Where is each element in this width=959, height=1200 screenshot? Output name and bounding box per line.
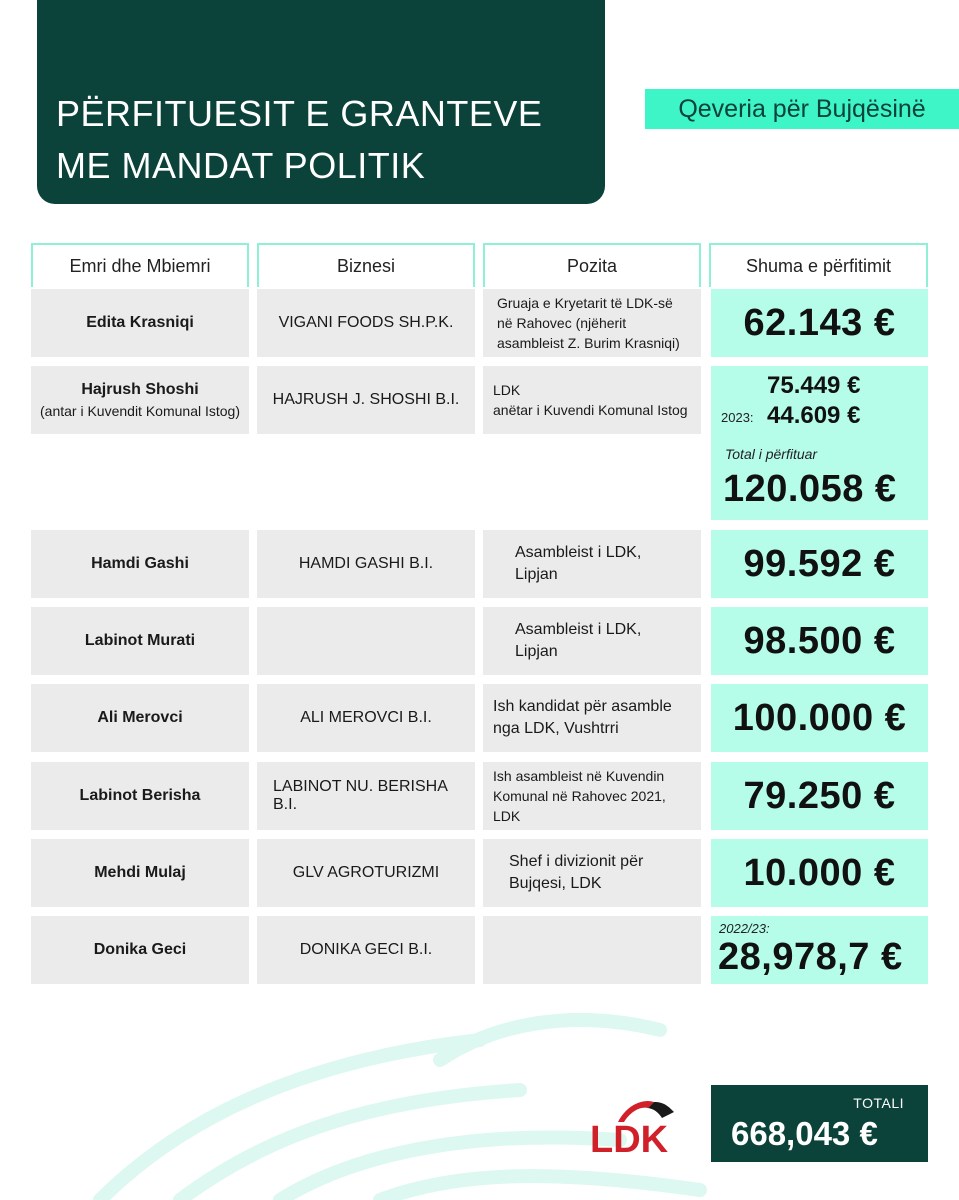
table-row-name [31, 366, 249, 434]
table-row-business: LABINOT NU. BERISHA B.I. [257, 762, 475, 830]
amount-value: 79.250 € [743, 774, 896, 817]
column-header-business: Biznesi [257, 243, 475, 287]
total-box [711, 1085, 928, 1162]
amount-value-1: 75.449 € [767, 372, 861, 399]
table-row-business: HAMDI GASHI B.I. [257, 530, 475, 598]
table-row-business: VIGANI FOODS SH.P.K. [257, 289, 475, 357]
table-row-name [31, 684, 249, 752]
position-line: Asambleist i LDK, [515, 544, 642, 561]
name-text: Hamdi Gashi [91, 555, 189, 572]
table-row-amount [711, 530, 928, 598]
amount-value: 99.592 € [743, 542, 896, 585]
table-row-position [483, 762, 701, 830]
position-line: Asambleist i LDK, [515, 621, 642, 638]
name-text: Labinot Berisha [79, 787, 201, 804]
position-line: në Rahovec (njëherit [497, 315, 627, 331]
amount-value: 28,978,7 € [718, 936, 903, 978]
amount-value: 10.000 € [743, 851, 896, 894]
total-received-label: Total i përfituar [725, 446, 818, 462]
table-row-business: DONIKA GECI B.I. [257, 916, 475, 984]
amount-value-total: 120.058 € [723, 468, 897, 510]
amount-value-2: 44.609 € [767, 402, 861, 429]
table-row-amount [711, 366, 928, 520]
year-label: 2023: [721, 410, 754, 425]
government-tag: Qeveria për Bujqësinë [645, 89, 959, 129]
table-row-position-empty [483, 916, 701, 984]
table-row-position [483, 289, 701, 357]
name-text: Ali Merovci [97, 709, 183, 726]
name-text: Hajrush Shoshi [81, 381, 199, 398]
position-line: Bujqesi, LDK [509, 875, 602, 892]
table-row-amount [711, 607, 928, 675]
column-header-name: Emri dhe Mbiemri [31, 243, 249, 287]
position-line: Shef i divizionit për [509, 853, 644, 870]
page-title-line-2: ME MANDAT POLITIK [56, 145, 426, 186]
total-label: TOTALI [853, 1095, 904, 1111]
position-line: LDK [493, 808, 521, 824]
name-text: Donika Geci [93, 941, 187, 958]
table-row-name [31, 289, 249, 357]
column-header-amount: Shuma e përfitimit [709, 243, 928, 287]
position-line: asambleist Z. Burim Krasniqi) [497, 335, 680, 351]
position-line: nga LDK, Vushtrri [493, 720, 619, 737]
table-row-name [31, 607, 249, 675]
name-text: Labinot Murati [84, 632, 196, 649]
position-line: Ish kandidat për asamble [493, 698, 672, 715]
table-row-amount [711, 762, 928, 830]
table-row-position [483, 607, 701, 675]
position-line: Komunal në Rahovec 2021, [493, 788, 666, 804]
table-row-business [257, 607, 475, 675]
ldk-logo-text: LDK [590, 1119, 669, 1158]
position-line: Gruaja e Kryetarit të LDK-së [497, 295, 673, 311]
table-row-position [483, 684, 701, 752]
position-line: Ish asambleist në Kuvendin [493, 768, 665, 784]
table-row-amount [711, 289, 928, 357]
table-row-position [483, 839, 701, 907]
table-row-business: ALI MEROVCI B.I. [257, 684, 475, 752]
position-line: Lipjan [515, 643, 558, 660]
table-row-name [31, 839, 249, 907]
position-line: anëtar i Kuvendi Komunal Istog [493, 402, 688, 418]
name-text: Edita Krasniqi [86, 314, 194, 331]
column-header-position: Pozita [483, 243, 701, 287]
total-value: 668,043 € [731, 1115, 878, 1152]
table-row-business: HAJRUSH J. SHOSHI B.I. [257, 366, 475, 434]
table-row-amount [711, 916, 928, 984]
name-text: Mehdi Mulaj [94, 864, 186, 881]
table-row-amount [711, 839, 928, 907]
amount-value: 98.500 € [743, 619, 896, 662]
page-title-line-1: PËRFITUESIT E GRANTEVE [56, 93, 543, 134]
ldk-logo [588, 1088, 692, 1158]
table-row-name [31, 530, 249, 598]
table-row-name [31, 916, 249, 984]
table-row-business: GLV AGROTURIZMI [257, 839, 475, 907]
year-label: 2022/23: [719, 921, 770, 936]
table-row-position [483, 530, 701, 598]
page-title [56, 88, 556, 192]
amount-value: 62.143 € [743, 301, 896, 344]
amount-value: 100.000 € [732, 696, 907, 739]
position-line: LDK [493, 382, 521, 398]
table-row-name [31, 762, 249, 830]
table-row-amount [711, 684, 928, 752]
table-row-position [483, 366, 701, 434]
position-line: Lipjan [515, 566, 558, 583]
name-subtitle: (antar i Kuvendit Komunal Istog) [40, 403, 240, 419]
